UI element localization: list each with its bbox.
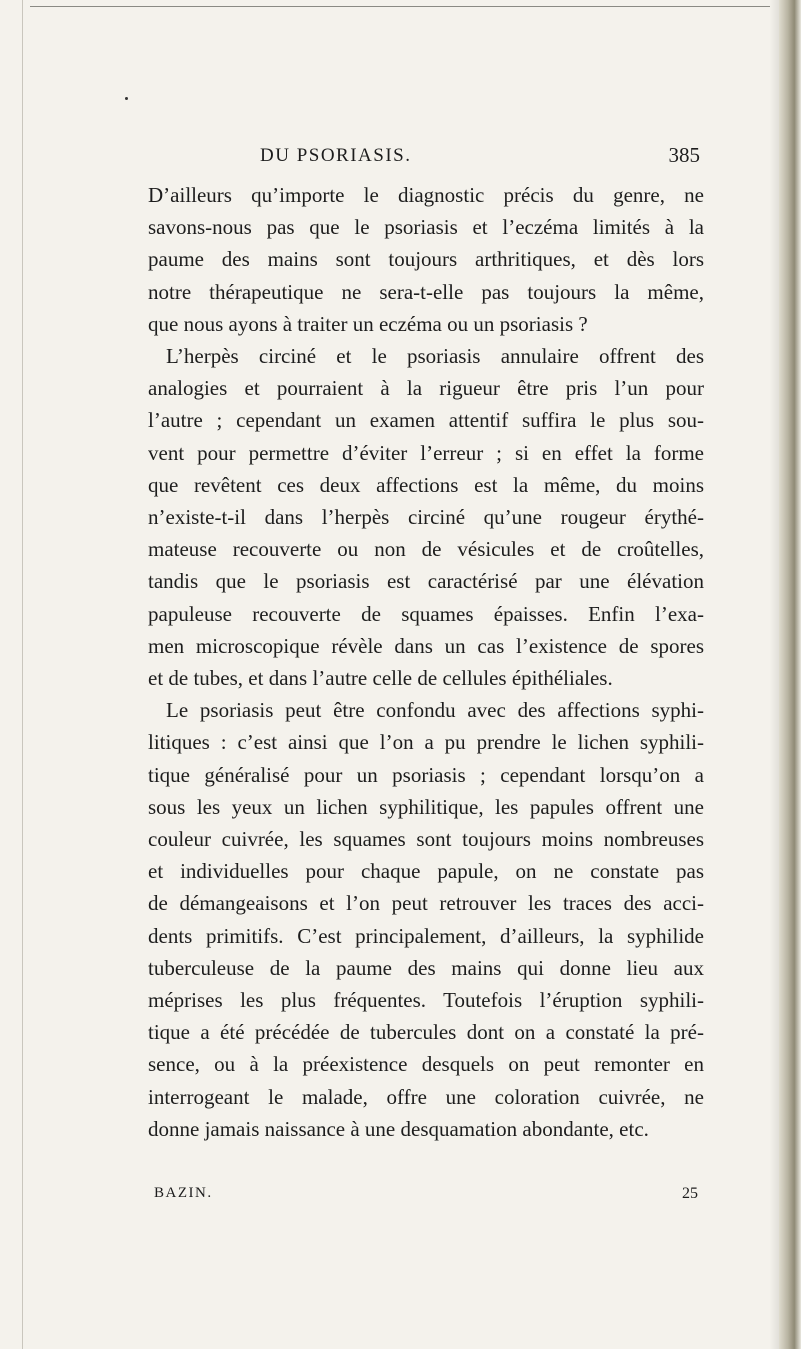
signature-number: 25 bbox=[682, 1185, 698, 1202]
book-binding-edge bbox=[779, 0, 801, 1349]
printer-signature: BAZIN. bbox=[154, 1185, 213, 1201]
text-line: tique a été précédée de tubercules dont on a constaté la pré- bbox=[148, 1020, 704, 1045]
page-number: 385 bbox=[668, 143, 700, 167]
text-line: litiques : c’est ainsi que l’on a pu prendre le lichen syphili- bbox=[148, 730, 704, 755]
text-line: tuberculeuse de la paume des mains qui donne lieu aux bbox=[148, 955, 704, 980]
text-line: et de tubes, et dans l’autre celle de cellules épithéliales. bbox=[148, 666, 613, 691]
ink-speck bbox=[125, 97, 128, 100]
text-line: D’ailleurs qu’importe le diagnostic précis du genre, ne bbox=[148, 183, 704, 207]
text-line: que revêtent ces deux affections est la même, du moins bbox=[148, 472, 704, 497]
text-line: men microscopique révèle dans un cas l’existence de spores bbox=[148, 633, 704, 658]
text-line: que nous ayons à traiter un eczéma ou un psoriasis ? bbox=[148, 311, 588, 336]
text-line: de démangeaisons et l’on peut retrouver les traces des acci- bbox=[148, 891, 704, 916]
left-page-edge bbox=[22, 0, 23, 1349]
text-line: n’existe-t-il dans l’herpès circiné qu’une rougeur érythé- bbox=[148, 505, 704, 530]
signature-line bbox=[148, 1185, 704, 1209]
text-line: mateuse recouverte ou non de vésicules et de croûtelles, bbox=[148, 537, 704, 562]
body-text bbox=[148, 179, 704, 1145]
text-line: vent pour permettre d’éviter l’erreur ; si en effet la forme bbox=[148, 440, 704, 465]
text-line: sous les yeux un lichen syphilitique, les papules offrent une bbox=[148, 794, 704, 819]
text-line: interrogeant le malade, offre une coloration cuivrée, ne bbox=[148, 1084, 704, 1109]
text-line: tique généralisé pour un psoriasis ; cependant lorsqu’on a bbox=[148, 762, 704, 787]
text-line: dents primitifs. C’est principalement, d’ailleurs, la syphilide bbox=[148, 923, 704, 948]
text-line: sence, ou à la préexistence desquels on peut remonter en bbox=[148, 1052, 704, 1077]
text-line: donne jamais naissance à une desquamation abondante, etc. bbox=[148, 1116, 649, 1141]
gutter-shadow bbox=[769, 0, 779, 1349]
text-line: méprises les plus fréquentes. Toutefois l’éruption syphili- bbox=[148, 988, 704, 1013]
text-line: savons-nous pas que le psoriasis et l’eczéma limités à la bbox=[148, 215, 704, 240]
running-title: DU PSORIASIS. bbox=[260, 145, 412, 166]
text-line: Le psoriasis peut être confondu avec des affections syphi- bbox=[166, 698, 704, 723]
text-line: analogies et pourraient à la rigueur être pris l’un pour bbox=[148, 376, 704, 401]
text-line: notre thérapeutique ne sera-t-elle pas toujours la même, bbox=[148, 279, 704, 304]
text-line: L’herpès circiné et le psoriasis annulaire offrent des bbox=[166, 344, 704, 369]
top-edge-rule bbox=[30, 6, 770, 7]
text-line: paume des mains sont toujours arthritiques, et dès lors bbox=[148, 247, 704, 272]
running-head bbox=[150, 145, 700, 175]
text-line: et individuelles pour chaque papule, on ne constate pas bbox=[148, 859, 704, 884]
text-line: l’autre ; cependant un examen attentif suffira le plus sou- bbox=[148, 408, 704, 433]
text-line: papuleuse recouverte de squames épaisses. Enfin l’exa- bbox=[148, 601, 704, 626]
text-line: tandis que le psoriasis est caractérisé par une élévation bbox=[148, 569, 704, 594]
text-line: couleur cuivrée, les squames sont toujours moins nombreuses bbox=[148, 827, 704, 852]
